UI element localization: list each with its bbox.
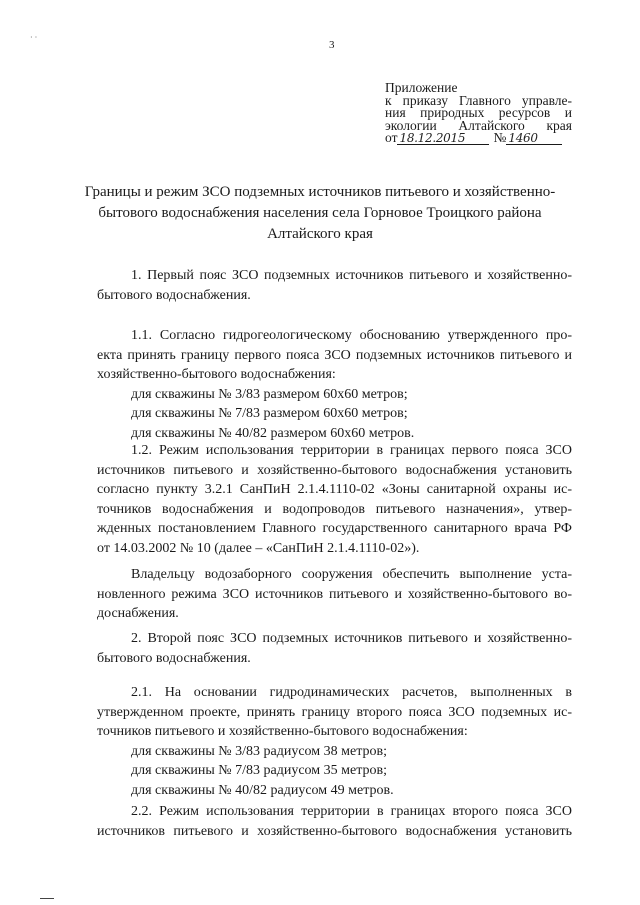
section-1 [97,266,572,305]
paragraph-line: екта принять границу первого пояса ЗСО подземных источников питьевого и [97,347,572,363]
appendix-date-line [385,132,572,145]
paragraph-line: источников питьевого и хозяйственно-бытового водоснабжения установить [97,823,572,839]
paragraph-line: новленного режима ЗСО источников питьевого и хозяйственно-бытового во- [97,586,572,602]
paragraph-line: хозяйственно-бытового водоснабжения: [97,367,336,382]
appendix-line: Приложение [385,80,458,95]
paragraph-line: согласно пункту 3.2.1 СанПиН 2.1.4.1110-02 «Зоны санитарной охраны ис- [97,482,572,497]
corner-marks: · · [30,33,38,42]
paragraph-line: точников питьевого и хозяйственно-бытового водоснабжения: [97,724,468,739]
list-item: для скважины № 3/83 радиусом 38 метров; [131,743,388,759]
list-item: для скважины № 40/82 размером 60х60 метров. [131,425,415,441]
document-title: Границы и режим ЗСО подземных источников питьевого и хозяйственно-бытового водоснабжения населения села Горновое Троицкого района Алтайского края [84,184,556,242]
appendix-line: ния природных ресурсов и [385,105,572,121]
paragraph-line: 2. Второй пояс ЗСО подземных источников питьевого и хозяйственно- [131,631,572,646]
date-prefix: от [385,130,398,146]
paragraph-line: 2.2. Режим использования территории в границах второго пояса ЗСО [131,804,572,819]
scan-mark [40,898,54,899]
list-item: для скважины № 3/83 размером 60х60 метров; [131,386,408,402]
paragraph-line: 1.1. Согласно гидрогеологическому обоснованию утвержденного про- [131,328,572,343]
paragraph-line: утвержденном проекте, принять границу второго пояса ЗСО подземных ис- [97,704,572,720]
list-item: для скважины № 7/83 радиусом 35 метров; [131,763,388,778]
paragraph-line: бытового водоснабжения. [97,287,251,303]
appendix-line: экологии Алтайского края [385,117,572,133]
number-label: № [493,130,507,146]
section-2-1 [97,683,572,800]
paragraph-line: источников питьевого и хозяйственно-бытового водоснабжения установить [97,462,572,478]
paragraph-line: Владельцу водозаборного сооружения обеспечить выполнение уста- [131,567,572,582]
page-number: 3 [329,39,335,51]
paragraph-line: 1.2. Режим использования территории в границах первого пояса ЗСО [131,443,572,458]
section-1-2 [97,441,572,558]
paragraph-line: бытового водоснабжения. [97,650,251,666]
paragraph-line: от 14.03.2002 № 10 (далее – «СанПиН 2.1.4.1110-02»). [97,540,420,556]
appendix-header [385,82,572,145]
paragraph-line: жденных постановлением Главного государственного санитарного врача РФ [97,521,572,536]
paragraph-line: 2.1. На основании гидродинамических расчетов, выполненных в [131,685,572,700]
paragraph-line: точников водоснабжения и водопроводов питьевого назначения», утвер- [97,501,572,517]
appendix-line: к приказу Главного управле- [385,92,572,108]
handwritten-number: 1460 [506,132,562,145]
handwritten-date: 18.12.2015 [397,132,489,145]
list-item: для скважины № 40/82 радиусом 49 метров. [131,782,394,798]
paragraph-line: доснабжения. [97,606,179,621]
list-item: для скважины № 7/83 размером 60х60 метров; [131,406,408,421]
owner-paragraph [97,565,572,624]
section-1-1 [97,326,572,443]
section-2-2 [97,802,572,841]
section-2 [97,629,572,668]
paragraph-line: 1. Первый пояс ЗСО подземных источников питьевого и хозяйственно- [131,268,572,283]
